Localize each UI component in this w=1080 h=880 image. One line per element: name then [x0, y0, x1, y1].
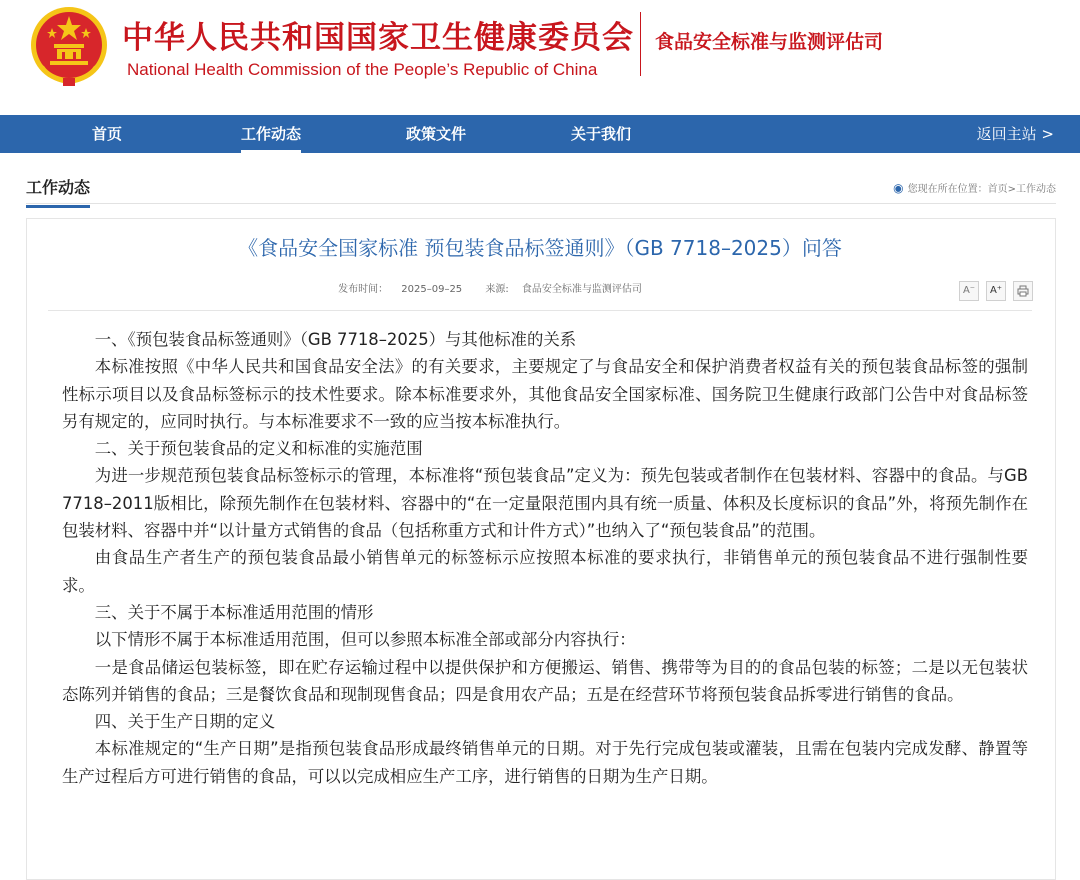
- site-title-en: National Health Commission of the People’s Republic of China: [127, 60, 598, 79]
- article-paragraph: 以下情形不属于本标准适用范围，但可以参照本标准全部或部分内容执行：: [94, 630, 636, 650]
- print-icon: [1017, 285, 1029, 297]
- article-body: [62, 326, 1028, 790]
- breadcrumb-current-link[interactable]: 工作动态: [1016, 184, 1056, 195]
- nav-item-about-us[interactable]: 关于我们: [571, 125, 632, 143]
- article-heading-4: 四、关于生产日期的定义: [94, 712, 276, 732]
- site-header: [0, 0, 1080, 115]
- breadcrumb-separator: >: [1007, 184, 1016, 195]
- meta-divider: [48, 310, 1032, 311]
- source-value: 食品安全标准与监测评估司: [521, 284, 642, 295]
- section-title: 工作动态: [26, 175, 90, 208]
- breadcrumb-home-link[interactable]: 首页: [987, 184, 1008, 195]
- main-nav: [0, 115, 1080, 153]
- publish-date: 2025–09–25: [401, 284, 463, 295]
- site-title-cn: 中华人民共和国国家卫生健康委员会: [122, 20, 634, 56]
- back-to-main-site-link[interactable]: 返回主站 >: [976, 125, 1054, 143]
- section-divider: [26, 203, 1056, 204]
- source-label: 来源:: [485, 284, 509, 295]
- national-emblem-icon[interactable]: [28, 4, 110, 88]
- breadcrumb: [893, 180, 1056, 195]
- article-paragraph: 本标准按照《中华人民共和国食品安全法》的有关要求，主要规定了与食品安全和保护消费者权益有关的预包装食品标签的强制性标示项目以及食品标签标示的技术性要求。除本标准要求外，其他食品安全国家标准、国务院卫生健康行政部门公告中对食品标签另有规定的，应同时执行。与本标准要求不一致的应当按本标准执行。: [62, 357, 1028, 431]
- font-increase-button[interactable]: A⁺: [986, 281, 1006, 301]
- breadcrumb-prefix: 您现在所在位置：: [907, 184, 988, 195]
- article-title: 《食品安全国家标准 预包装食品标签通则》（GB 7718–2025）问答: [238, 236, 842, 260]
- nav-item-work-news[interactable]: 工作动态: [241, 115, 301, 153]
- article-paragraph: 由食品生产者生产的预包装食品最小销售单元的标签标示应按照本标准的要求执行，非销售单元的预包装食品不进行强制性要求。: [62, 548, 1028, 595]
- location-pin-icon: ◉: [893, 181, 904, 195]
- nav-item-policy-documents[interactable]: 政策文件: [406, 125, 467, 143]
- header-divider: [640, 12, 641, 76]
- article-heading-2: 二、关于预包装食品的定义和标准的实施范围: [94, 439, 423, 459]
- article-paragraph: 为进一步规范预包装食品标签标示的管理，本标准将“预包装食品”定义为：预先包装或者制作在包装材料、容器中的食品。与GB 7718–2011版相比，除预先制作在包装材料、容器中的“在一定量限范围内具有统一质量、体积及长度标识的食品”外，将预先制作在包装材料、容器中并“以计量方式销售的食品（包括称重方式和计件方式）”也纳入了“预包装食品”的范围。: [62, 466, 1028, 541]
- nav-item-home[interactable]: 首页: [92, 125, 123, 143]
- publish-label: 发布时间：: [338, 284, 389, 295]
- article-heading-3: 三、关于不属于本标准适用范围的情形: [94, 602, 374, 622]
- article-meta: [0, 280, 1000, 295]
- article-paragraph: 本标准规定的“生产日期”是指预包装食品形成最终销售单元的日期。对于先行完成包装或灌装，且需在包装内完成发酵、静置等生产过程后方可进行销售的食品，可以以完成相应生产工序，进行销售的日期为生产日期。: [62, 739, 1028, 786]
- font-decrease-button[interactable]: A⁻: [959, 281, 979, 301]
- print-button[interactable]: [1013, 281, 1033, 301]
- article-heading-1: 一、《预包装食品标签通则》（GB 7718–2025）与其他标准的关系: [94, 330, 577, 349]
- article-paragraph: 一是食品储运包装标签，即在贮存运输过程中以提供保护和方便搬运、销售、携带等为目的的食品包装的标签；二是以无包装状态陈列并销售的食品；三是餐饮食品和现制现售食品；四是食用农产品；五是在经营环节将预包装食品拆零进行销售的食品。: [62, 657, 1028, 704]
- department-name[interactable]: 食品安全标准与监测评估司: [655, 31, 884, 53]
